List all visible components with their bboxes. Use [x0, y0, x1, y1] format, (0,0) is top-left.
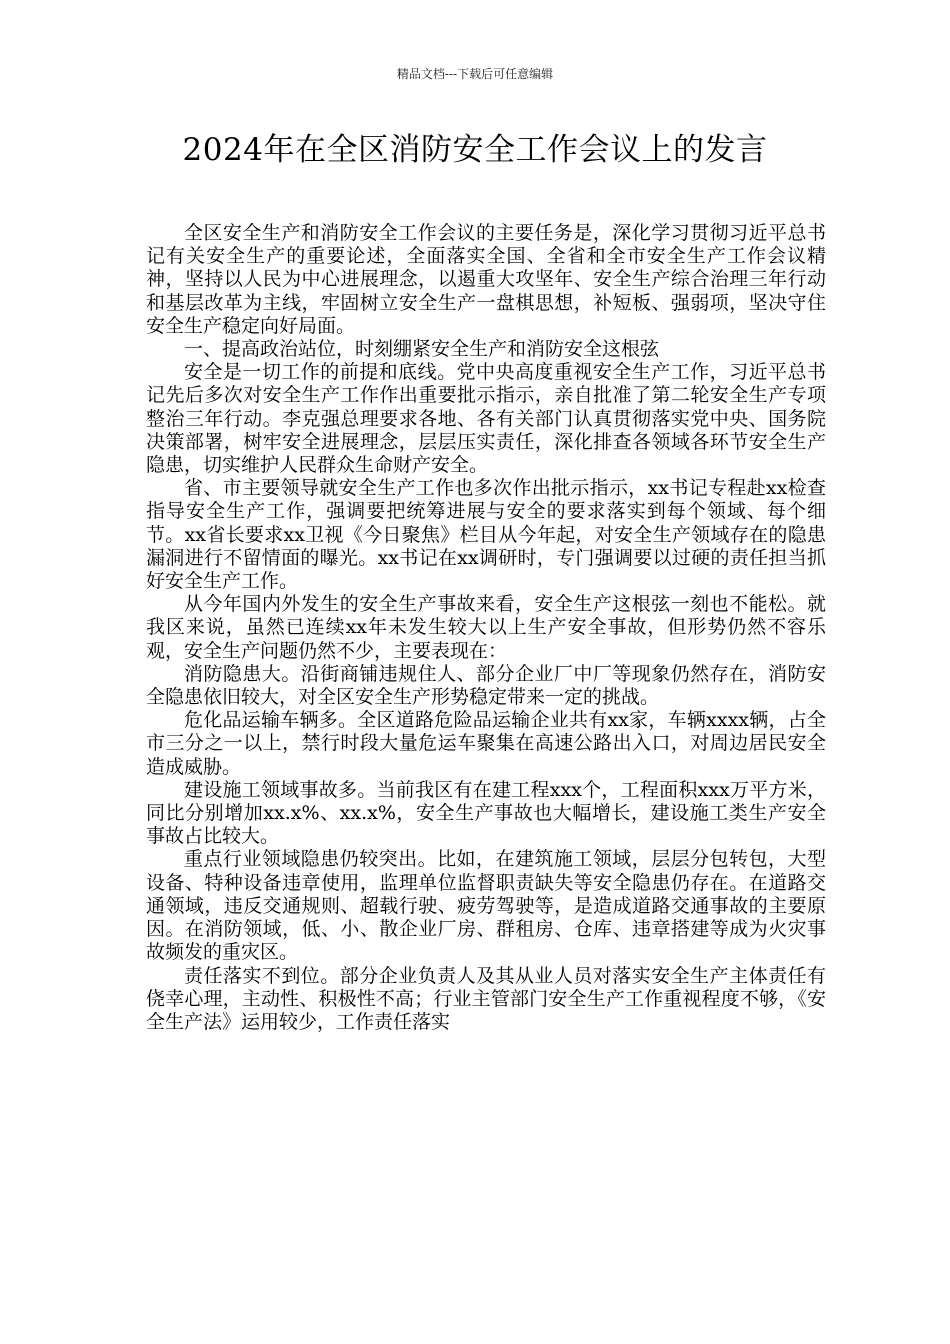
- paragraph: 安全是一切工作的前提和底线。党中央高度重视安全生产工作，习近平总书记先后多次对安全生产工作作出重要批示指示，亲自批准了第二轮安全生产专项整治三年行动。李克强总理要求各地、各有关部门认真贯彻落实党中央、国务院决策部署，树牢安全进展理念，层层压实责任，深化排查各领域各环节安全生产隐患，切实维护人民群众生命财产安全。: [146, 361, 826, 477]
- paragraph: 责任落实不到位。部分企业负责人及其从业人员对落实安全生产主体责任有侥幸心理，主动性、积极性不高；行业主管部门安全生产工作重视程度不够，《安全生产法》运用较少，工作责任落实: [146, 964, 826, 1033]
- paragraph: 消防隐患大。沿街商铺违规住人、部分企业厂中厂等现象仍然存在，消防安全隐患依旧较大，对全区安全生产形势稳定带来一定的挑战。: [146, 662, 826, 709]
- document-body: [146, 222, 826, 1034]
- paragraph: 建设施工领域事故多。当前我区有在建工程xxx个，工程面积xxx万平方米，同比分别增加xx.x%、xx.x%，安全生产事故也大幅增长，建设施工类生产安全事故占比较大。: [146, 778, 826, 848]
- document-title: 2024年在全区消防安全工作会议上的发言: [182, 132, 768, 168]
- header-note: 精品文档---下载后可任意编辑: [396, 67, 554, 81]
- paragraph: 危化品运输车辆多。全区道路危险品运输企业共有xx家，车辆xxxx辆，占全市三分之一以上，禁行时段大量危运车聚集在高速公路出入口，对周边居民安全造成威胁。: [146, 709, 826, 778]
- paragraph: 省、市主要领导就安全生产工作也多次作出批示指示，xx书记专程赴xx检查指导安全生产工作，强调要把统筹进展与安全的要求落实到每个领域、每个细节。xx省长要求xx卫视《今日聚焦》栏目从今年起，对安全生产领域存在的隐患漏洞进行不留情面的曝光。xx书记在xx调研时，专门强调要以过硬的责任担当抓好安全生产工作。: [146, 477, 826, 593]
- paragraph-intro: 全区安全生产和消防安全工作会议的主要任务是，深化学习贯彻习近平总书记有关安全生产的重要论述，全面落实全国、全省和全市安全生产工作会议精神，坚持以人民为中心进展理念，以遏重大攻坚年、安全生产综合治理三年行动和基层改革为主线，牢固树立安全生产一盘棋思想，补短板、强弱项，坚决守住安全生产稳定向好局面。: [146, 222, 826, 337]
- paragraph: 重点行业领域隐患仍较突出。比如，在建筑施工领域，层层分包转包，大型设备、特种设备违章使用，监理单位监督职责缺失等安全隐患仍存在。在道路交通领域，违反交通规则、超载行驶、疲劳驾驶等，是造成道路交通事故的主要原因。在消防领域，低、小、散企业厂房、群租房、仓库、违章搭建等成为火灾事故频发的重灾区。: [146, 848, 826, 964]
- paragraph: 从今年国内外发生的安全生产事故来看，安全生产这根弦一刻也不能松。就我区来说，虽然已连续xx年未发生较大以上生产安全事故，但形势仍然不容乐观，安全生产问题仍然不少，主要表现在：: [146, 593, 826, 662]
- section-heading-1: 一、提高政治站位，时刻绷紧安全生产和消防安全这根弦: [184, 338, 660, 361]
